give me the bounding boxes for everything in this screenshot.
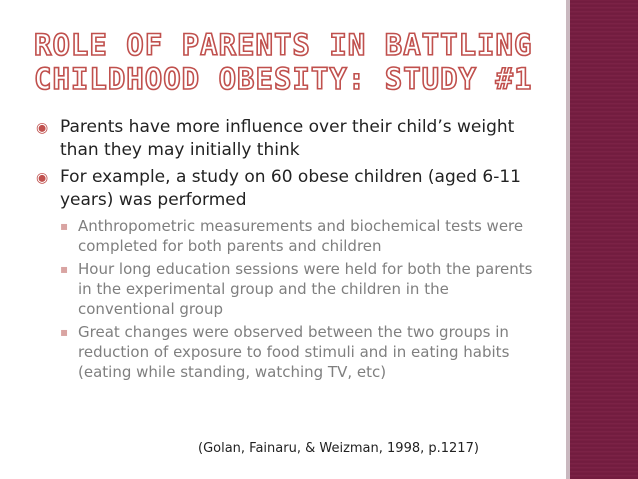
sub-bullet-list xyxy=(60,216,548,382)
sub-bullet-text: Hour long education sessions were held for both the parents in the experimental group and the children in the conventional group xyxy=(78,260,533,318)
sub-bullet-item xyxy=(60,322,548,382)
citation: (Golan, Fainaru, & Weizman, 1998, p.1217) xyxy=(198,441,479,456)
sub-bullet-item xyxy=(60,216,548,256)
sub-bullet-item xyxy=(60,259,548,319)
bullet-text: For example, a study on 60 obese children (aged 6-11 years) was performed xyxy=(60,167,521,210)
title-line-1: ROLE OF PARENTS IN BATTLING xyxy=(34,28,533,62)
sub-bullet-text: Great changes were observed between the two groups in reduction of exposure to food stimuli and in eating habits (eating while standing, watching TV, etc) xyxy=(78,323,510,381)
slide-content xyxy=(38,116,548,385)
bullet-item xyxy=(38,116,548,162)
bullet-text: Parents have more influence over their child’s weight than they may initially think xyxy=(60,117,515,160)
sub-bullet-text: Anthropometric measurements and biochemical tests were completed for both parents and children xyxy=(78,217,524,255)
square-bullet-icon: ▪ xyxy=(60,219,69,233)
bullet-icon: ◉ xyxy=(36,170,49,186)
title-line-2: CHILDHOOD OBESITY: STUDY #1 xyxy=(34,62,533,96)
square-bullet-icon: ▪ xyxy=(60,325,69,339)
bullet-icon: ◉ xyxy=(36,120,49,136)
decorative-sidebar xyxy=(570,0,638,479)
bullet-item xyxy=(38,166,548,212)
slide-title xyxy=(34,28,554,96)
square-bullet-icon: ▪ xyxy=(60,262,69,276)
